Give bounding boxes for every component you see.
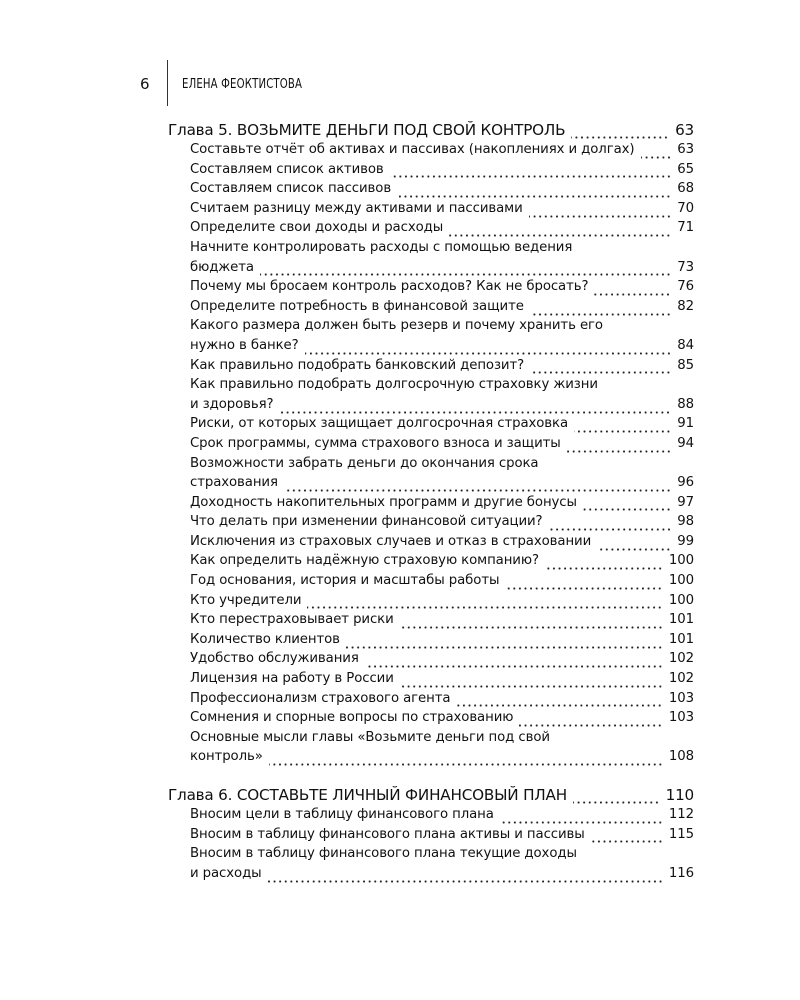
- toc-entry[interactable]: [168, 825, 694, 845]
- entry-page-number: 100: [668, 573, 694, 589]
- entry-page-number: 115: [668, 826, 694, 842]
- entry-last-line: [190, 199, 694, 219]
- entry-title-line: бюджета: [190, 259, 254, 275]
- entry-page-number: 84: [677, 337, 694, 353]
- entry-page-number: 73: [677, 259, 694, 275]
- entry-title-line: и расходы: [190, 865, 262, 881]
- entry-page-number: 101: [668, 612, 694, 628]
- toc-entry[interactable]: [168, 356, 694, 376]
- dot-leader: [530, 362, 671, 374]
- dot-leader: [591, 831, 663, 843]
- dot-leader: [260, 264, 671, 276]
- entry-page-number: 97: [677, 494, 694, 510]
- entry-last-line: [190, 218, 694, 238]
- dot-leader: [346, 637, 663, 649]
- entry-page-number: 96: [677, 475, 694, 491]
- entry-last-line: [190, 493, 694, 513]
- entry-title-line: Возможности забрать деньги до окончания срока: [190, 455, 539, 471]
- dot-leader: [390, 166, 672, 178]
- chapter-title: Глава 6. СОСТАВЬТЕ ЛИЧНЫЙ ФИНАНСОВЫЙ ПЛАН: [168, 786, 567, 804]
- toc-entry[interactable]: [168, 277, 694, 297]
- entry-page-number: 103: [668, 710, 694, 726]
- entry-page-number: 65: [677, 161, 694, 177]
- entry-title-line: Как правильно подобрать банковский депозит?: [190, 357, 525, 373]
- dot-leader: [305, 343, 672, 355]
- toc-entry[interactable]: [168, 160, 694, 180]
- entry-last-line: [190, 805, 694, 825]
- entry-title-line: Определите потребность в финансовой защите: [190, 298, 524, 314]
- toc-entry[interactable]: [168, 375, 694, 414]
- entry-page-number: 70: [677, 200, 694, 216]
- entry-page-number: 116: [668, 865, 694, 881]
- entry-title-line: нужно в банке?: [190, 337, 299, 353]
- entry-last-line: [190, 179, 694, 199]
- toc-entry[interactable]: [168, 649, 694, 669]
- entry-page-number: 98: [677, 514, 694, 530]
- entry-title-line: Что делать при изменении финансовой ситуации?: [190, 514, 543, 530]
- entry-last-line: [190, 708, 694, 728]
- entry-title-line: Удобство обслуживания: [190, 651, 359, 667]
- entry-last-line: [190, 669, 694, 689]
- entry-last-line: [190, 160, 694, 180]
- entry-last-line: [190, 649, 694, 669]
- entry-title-line: Вносим в таблицу финансового плана текущие доходы: [190, 846, 577, 862]
- entry-title-line: контроль»: [190, 749, 263, 765]
- entry-title-line: Как правильно подобрать долгосрочную страховку жизни: [190, 377, 598, 393]
- dot-leader: [307, 597, 663, 609]
- dot-leader: [397, 186, 671, 198]
- entry-page-number: 88: [677, 396, 694, 412]
- toc-entry[interactable]: [168, 728, 694, 767]
- entry-last-line: [190, 297, 694, 317]
- toc-entry[interactable]: [168, 630, 694, 650]
- entry-title-line: Какого размера должен быть резерв и почему хранить его: [190, 318, 603, 334]
- entry-page-number: 112: [668, 807, 694, 822]
- entry-title-line: Определите свои доходы и расходы: [190, 220, 444, 236]
- toc-entry[interactable]: [168, 689, 694, 709]
- entry-last-line: [190, 689, 694, 709]
- page-number: 6: [140, 75, 150, 93]
- entry-title-line: Вносим цели в таблицу финансового плана: [190, 807, 494, 822]
- dot-leader: [449, 225, 671, 237]
- dot-leader: [365, 656, 663, 668]
- author-name: ЕЛЕНА ФЕОКТИСТОВА: [182, 77, 303, 92]
- chapter-title: Глава 5. ВОЗЬМИТЕ ДЕНЬГИ ПОД СВОЙ КОНТРОЛЬ: [168, 121, 566, 139]
- header-divider: [167, 60, 168, 106]
- entry-title-line: Доходность накопительных программ и другие бонусы: [190, 494, 577, 510]
- toc-entry[interactable]: [168, 454, 694, 493]
- entry-title-line: Основные мысли главы «Возьмите деньги под свой: [190, 729, 550, 745]
- dot-leader: [529, 206, 672, 218]
- dot-leader: [268, 871, 663, 883]
- entry-title-line: Год основания, история и масштабы работы: [190, 573, 500, 589]
- entry-page-number: 68: [677, 181, 694, 197]
- entry-title-line: Кто перестраховывает риски: [190, 612, 394, 628]
- chapter-page-number: 110: [665, 786, 694, 804]
- entry-title-line: Составляем список пассивов: [190, 181, 392, 197]
- entry-title-line: Почему мы бросаем контроль расходов? Как не бросать?: [190, 279, 589, 295]
- entry-last-line: [190, 630, 694, 650]
- toc-entry[interactable]: [168, 669, 694, 689]
- entry-title-line: Лицензия на работу в России: [190, 671, 394, 687]
- entry-page-number: 102: [668, 651, 694, 667]
- toc-entry[interactable]: [168, 571, 694, 591]
- entry-title-line: Как определить надёжную страховую компанию?: [190, 553, 539, 569]
- entry-title-line: Исключения из страховых случаев и отказ в страховании: [190, 533, 592, 549]
- dot-leader: [545, 558, 663, 570]
- toc-entry[interactable]: [168, 179, 694, 199]
- entry-page-number: 82: [677, 298, 694, 314]
- entry-title-line: Кто учредители: [190, 592, 302, 608]
- toc-entry[interactable]: [168, 434, 694, 454]
- entry-page-number: 85: [677, 357, 694, 373]
- entry-last-line: [190, 258, 694, 278]
- entry-last-line: [190, 532, 694, 552]
- entry-title-line: Составляем список активов: [190, 161, 384, 177]
- entry-title-line: Сомнения и спорные вопросы по страхованию: [190, 710, 514, 726]
- toc-entry[interactable]: [168, 297, 694, 317]
- dot-leader: [594, 284, 671, 296]
- toc-entry[interactable]: [168, 844, 694, 883]
- entry-last-line: [190, 140, 694, 160]
- entry-page-number: 71: [677, 220, 694, 236]
- entry-title-line: Составьте отчёт об активах и пассивах (накоплениях и долгах): [190, 142, 635, 157]
- dot-leader: [400, 676, 663, 688]
- entry-last-line: [190, 395, 694, 415]
- dot-leader: [641, 147, 672, 159]
- dot-leader: [573, 792, 660, 804]
- entry-last-line: [190, 277, 694, 297]
- entry-title-line: страхования: [190, 475, 278, 491]
- dot-leader: [574, 421, 671, 433]
- entry-page-number: 100: [668, 553, 694, 569]
- toc-entry[interactable]: [168, 238, 694, 277]
- entry-last-line: [190, 336, 694, 356]
- entry-title-line: Количество клиентов: [190, 631, 340, 647]
- dot-leader: [549, 519, 672, 531]
- entry-title-line: Начните контролировать расходы с помощью ведения: [190, 239, 573, 255]
- dot-leader: [279, 402, 671, 414]
- toc-entry[interactable]: [168, 140, 694, 160]
- entry-last-line: [190, 610, 694, 630]
- dot-leader: [519, 715, 663, 727]
- entry-page-number: 76: [677, 279, 694, 295]
- entry-title-line: и здоровья?: [190, 396, 274, 412]
- dot-leader: [583, 499, 671, 511]
- dot-leader: [400, 617, 663, 629]
- entry-last-line: [190, 434, 694, 454]
- dot-leader: [597, 539, 671, 551]
- entry-last-line: [190, 551, 694, 571]
- entry-last-line: [190, 414, 694, 434]
- toc-entry[interactable]: [168, 218, 694, 238]
- dot-leader: [284, 480, 671, 492]
- toc-chapter[interactable]: [168, 785, 694, 805]
- dot-leader: [456, 695, 663, 707]
- dot-leader: [500, 812, 663, 824]
- entry-page-number: 99: [677, 533, 694, 549]
- table-of-contents: [168, 120, 694, 883]
- dot-leader: [505, 578, 663, 590]
- toc-entry[interactable]: [168, 414, 694, 434]
- entry-last-line: [190, 473, 694, 493]
- entry-page-number: 108: [668, 749, 694, 765]
- toc-entry[interactable]: [168, 512, 694, 532]
- toc-entry[interactable]: [168, 805, 694, 825]
- entry-last-line: [190, 356, 694, 376]
- entry-page-number: 63: [677, 142, 694, 157]
- entry-title-line: Риски, от которых защищает долгосрочная страховка: [190, 416, 569, 432]
- entry-page-number: 94: [677, 435, 694, 451]
- entry-page-number: 101: [668, 631, 694, 647]
- entry-title-line: Срок программы, сумма страхового взноса и защиты: [190, 435, 561, 451]
- toc-entry[interactable]: [168, 199, 694, 219]
- entry-last-line: [190, 512, 694, 532]
- chapter-page-number: 63: [675, 121, 694, 139]
- entry-page-number: 100: [668, 592, 694, 608]
- entry-title-line: Вносим в таблицу финансового плана активы и пассивы: [190, 826, 585, 842]
- toc-entry[interactable]: [168, 610, 694, 630]
- entry-title-line: Считаем разницу между активами и пассивами: [190, 200, 523, 216]
- entry-last-line: [190, 591, 694, 611]
- toc-entry[interactable]: [168, 493, 694, 513]
- dot-leader: [530, 304, 671, 316]
- entry-last-line: [190, 864, 694, 884]
- entry-last-line: [190, 825, 694, 845]
- dot-leader: [567, 441, 672, 453]
- toc-chapter[interactable]: [168, 120, 694, 140]
- entry-page-number: 91: [677, 416, 694, 432]
- toc-entry[interactable]: [168, 532, 694, 552]
- entry-last-line: [190, 747, 694, 767]
- toc-entry[interactable]: [168, 708, 694, 728]
- toc-entry[interactable]: [168, 316, 694, 355]
- entry-title-line: Профессионализм страхового агента: [190, 690, 451, 706]
- entry-page-number: 102: [668, 671, 694, 687]
- toc-entry[interactable]: [168, 551, 694, 571]
- dot-leader: [269, 754, 663, 766]
- dot-leader: [571, 127, 669, 139]
- entry-page-number: 103: [668, 690, 694, 706]
- entry-last-line: [190, 571, 694, 591]
- toc-entry[interactable]: [168, 591, 694, 611]
